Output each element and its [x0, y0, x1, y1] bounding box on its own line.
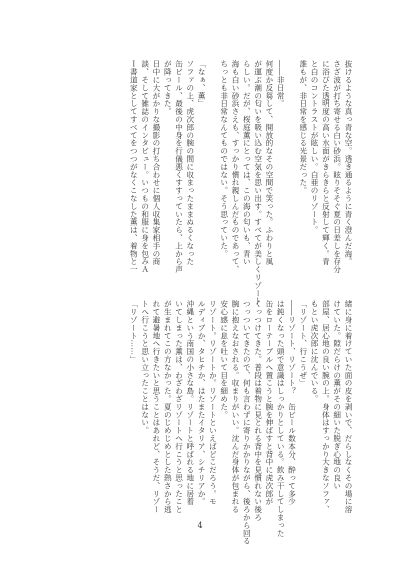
text-column: Ｉ書道家としてすべてをつつがなくこなした薫は、着物と一 — [129, 60, 139, 274]
text-column: が生まれてこの方なかった。夏のじめじめとした熱さから逃 — [163, 300, 173, 514]
text-column: 缶をローテーブルへ置こうと腕を伸ばすと背中に虎次郎が — [264, 300, 274, 506]
text-column: 沖縄という南国の小さな島。リゾートと呼ばれる地に居着 — [185, 300, 195, 506]
text-column: ソファの上、虎次郎の腕の間に収まったままぬるくなった — [185, 60, 195, 266]
text-column: 缶ビール、最後の中身を行儀悪くすすっていたら、上から声 — [174, 60, 184, 274]
text-column: けていた。隙だらけの薫がその細いた脱ぎ心地の良い — [332, 300, 342, 490]
text-column — [207, 60, 218, 234]
text-column: 安心感に息を吐いて目を細めた。 — [219, 300, 229, 419]
text-block-lower — [128, 300, 354, 545]
text-column: 「なぁ、薫」 — [197, 60, 207, 108]
text-column: ルディブか、タヒチか、はたまたイタリア、シチリアか。 — [197, 300, 207, 506]
text-column: らしい。だが、桜庭薫にとっては、この海の匂いも、青い — [242, 60, 252, 266]
text-column: は鈍くなった頭で意識はしっかりとしている。飲み干してしまった — [276, 300, 286, 537]
text-column: 談、そして雑誌のインタビュー。いつもの和服に身を包みＡ — [140, 60, 150, 274]
text-column: もとい虎次郎に沈んでいる。 — [310, 300, 320, 403]
text-column: ちっとも非日常なんてものではない。そう思っていた。 — [219, 60, 229, 258]
text-column: が降ってきた。 — [163, 60, 173, 116]
text-column: くっつけてきた。普段は着物に見とれる背中を見慣れない後ろ — [253, 300, 263, 522]
text-column: 誰もが、非日常を感じる光景だった。 — [298, 60, 308, 195]
text-column: と白のコントラストが眩しい。白亜のリゾート。 — [310, 60, 320, 234]
page-number: 4 — [197, 521, 203, 530]
text-column: 部屋、居心地の良い腕の上。身体はすっかり大きなソファ、 — [321, 300, 331, 514]
text-column: に浴びた透明度の高い水面がきらきらと反射して輝く。青 — [321, 60, 331, 266]
text-column: いてしまった薫は、わざわざリゾートへ行こうと思ったこと — [174, 300, 184, 514]
text-column: 抜けるような真っ青な空。透き通るように青く澄んだ海。 — [344, 60, 353, 266]
text-column: 「リゾート、行こうぜ」 — [298, 300, 308, 387]
text-block-upper — [128, 60, 354, 305]
text-column: 腕に抱えなおされる。収まりがいい。沈んだ身体が包まれる — [231, 300, 241, 514]
text-column: リゾート。リゾートか。リゾートといえばどこだろう。モ — [208, 300, 218, 506]
text-column: ――リゾート、リゾート？ 缶ビール数本分、酔って多少 — [287, 300, 297, 506]
text-column: れて避暑地へ行きたいと思うことはあれど、そうだ、リゾー — [151, 300, 161, 514]
text-column: 海も白い砂浜さえも、すっかり慣れ親しんだものであって、 — [231, 60, 241, 274]
text-column: ――非日常。 — [276, 60, 286, 108]
text-column — [286, 60, 297, 234]
text-column: さざ波が打ち寄せる白い砂浜。眩りそそぐ夏の日差しを存分 — [332, 60, 342, 274]
text-column: 何度か反芻して、開放的なその空間で笑った。ふわりと風 — [264, 60, 274, 266]
text-column: トへ行こうと思い立ったことはない。 — [140, 300, 150, 435]
text-column: 「リゾート……」 — [129, 300, 139, 364]
text-column: が運ぶ潮の匂いを吸い込む空気を思い出す。すべてが美しくリゾート — [253, 60, 263, 305]
text-column: つっついてきたので、何も言わずに寄りかかりながら、後ろから回る — [242, 300, 252, 545]
text-column: 日中に大がかりな撮影の打ち合わせに個人収集家相手の商 — [151, 60, 161, 266]
text-column: 緒に身に着けていた面の皮を剥いで、だらしなくその場に溶 — [344, 300, 353, 514]
